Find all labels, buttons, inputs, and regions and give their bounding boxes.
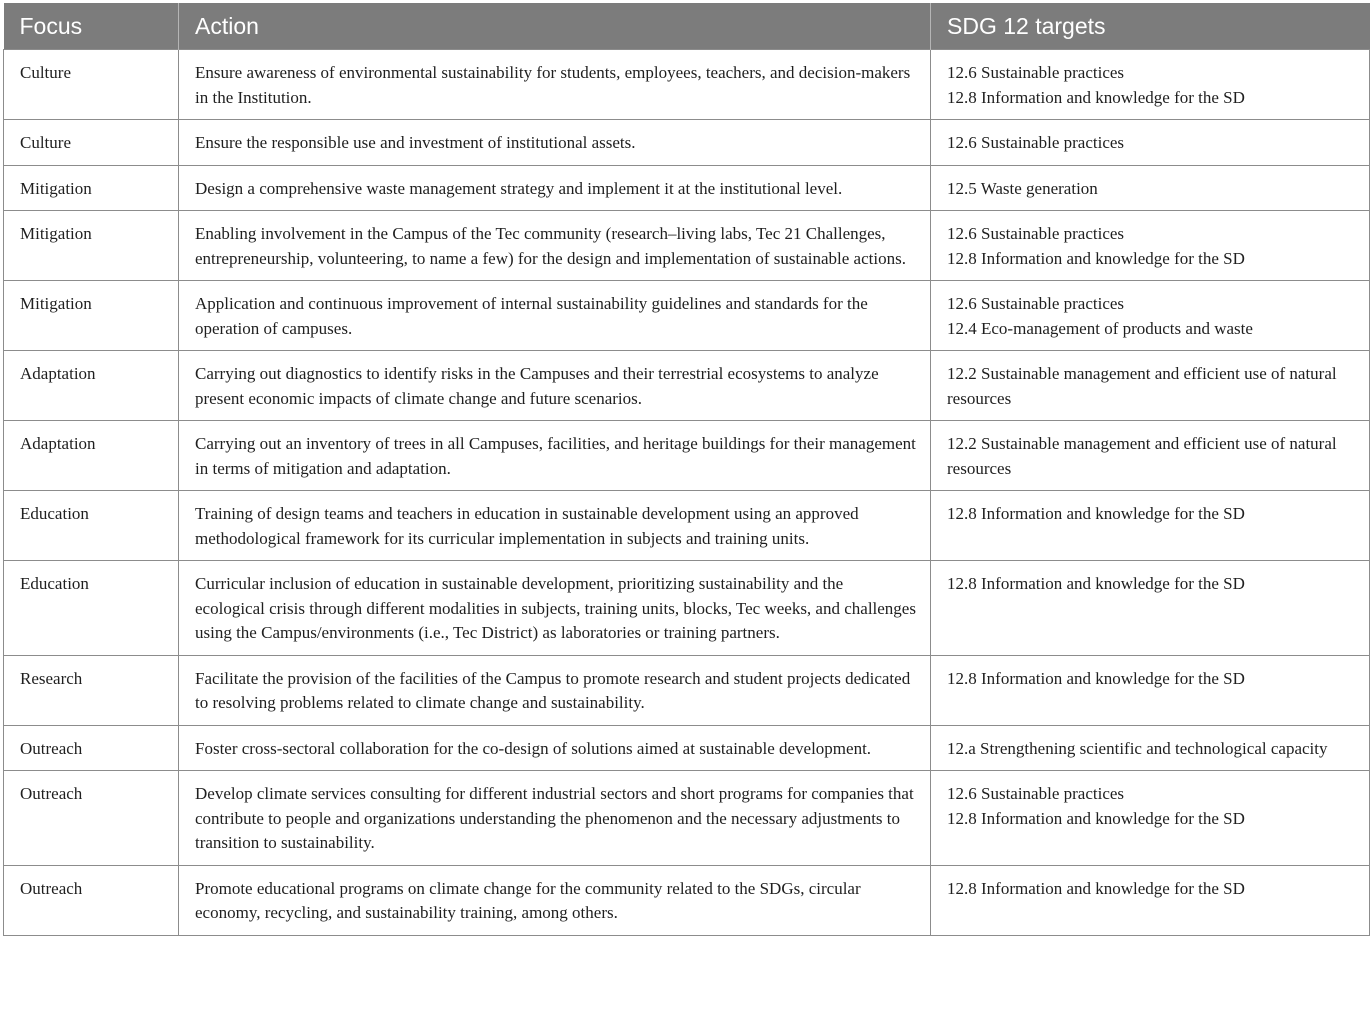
sdg-targets-cell — [931, 771, 1370, 866]
sdg-target: 12.6 Sustainable practices — [947, 224, 1125, 243]
table-row — [4, 491, 1370, 561]
sdg-targets-cell — [931, 50, 1370, 120]
action-cell: Enabling involvement in the Campus of the Tec community (research–living labs, Tec 21 Challenges, entrepreneurship, volunteering, to name a few) for the design and implementation of sustainable actions. — [179, 211, 931, 281]
sdg-target: 12.a Strengthening scientific and technological capacity — [947, 738, 1328, 758]
sdg-targets-cell — [931, 421, 1370, 491]
sdg-target: 12.8 Information and knowledge for the SD — [947, 878, 1245, 898]
sdg-targets-cell — [931, 655, 1370, 725]
focus-cell: Outreach — [4, 865, 179, 935]
action-cell: Promote educational programs on climate change for the community related to the SDGs, circular economy, recycling, and sustainability training, among others. — [179, 865, 931, 935]
header-focus: Focus — [4, 3, 179, 50]
sdg-target: 12.8 Information and knowledge for the SD — [947, 504, 1245, 523]
focus-cell: Outreach — [4, 725, 179, 771]
sdg-targets-cell — [931, 165, 1370, 211]
table-row — [4, 351, 1370, 421]
sdg-targets-cell — [931, 211, 1370, 281]
sdg-target: 12.8 Information and knowledge for the SD — [947, 668, 1245, 688]
focus-cell: Adaptation — [4, 351, 179, 421]
action-cell: Training of design teams and teachers in education in sustainable development using an approved methodological framework for its curricular implementation in subjects and training units. — [179, 491, 931, 561]
focus-cell: Education — [4, 561, 179, 656]
header-row — [4, 3, 1370, 50]
action-cell: Foster cross-sectoral collaboration for the co-design of solutions aimed at sustainable development. — [179, 725, 931, 771]
focus-cell: Culture — [4, 50, 179, 120]
header-action: Action — [179, 3, 931, 50]
sdg-target: 12.8 Information and knowledge for the SD — [947, 248, 1245, 268]
sdg-target: 12.2 Sustainable management and efficient use of natural resources — [947, 434, 1337, 478]
action-cell: Ensure awareness of environmental sustainability for students, employees, teachers, and decision-makers in the Institution. — [179, 50, 931, 120]
table-body — [4, 50, 1370, 936]
table-row — [4, 120, 1370, 166]
sdg-target: 12.8 Information and knowledge for the SD — [947, 87, 1245, 107]
table-row — [4, 211, 1370, 281]
focus-cell: Adaptation — [4, 421, 179, 491]
sdg-targets-cell — [931, 281, 1370, 351]
focus-cell: Outreach — [4, 771, 179, 866]
action-cell: Carrying out diagnostics to identify risks in the Campuses and their terrestrial ecosystems to analyze present economic impacts of climate change and future scenarios. — [179, 351, 931, 421]
sdg-targets-cell — [931, 491, 1370, 561]
table-header — [4, 3, 1370, 50]
table-row — [4, 561, 1370, 656]
sdg-targets-cell — [931, 725, 1370, 771]
focus-cell: Culture — [4, 120, 179, 166]
sdg-targets-cell — [931, 120, 1370, 166]
sdg-targets-cell — [931, 351, 1370, 421]
sdg-target: 12.8 Information and knowledge for the SD — [947, 808, 1245, 828]
action-cell: Ensure the responsible use and investment of institutional assets. — [179, 120, 931, 166]
sdg-targets-cell — [931, 865, 1370, 935]
table-row — [4, 165, 1370, 211]
sdg-target: 12.6 Sustainable practices — [947, 133, 1125, 152]
focus-cell: Research — [4, 655, 179, 725]
sdg-target: 12.5 Waste generation — [947, 178, 1098, 198]
sdg-target: 12.2 Sustainable management and efficient use of natural resources — [947, 364, 1337, 408]
table-row — [4, 655, 1370, 725]
sdg-target: 12.6 Sustainable practices — [947, 784, 1125, 803]
action-cell: Facilitate the provision of the facilities of the Campus to promote research and student projects dedicated to resolving problems related to climate change and sustainability. — [179, 655, 931, 725]
header-sdg-targets: SDG 12 targets — [931, 3, 1370, 50]
sdg-target: 12.6 Sustainable practices — [947, 63, 1125, 82]
action-cell: Curricular inclusion of education in sustainable development, prioritizing sustainability and the ecological crisis through different modalities in subjects, training units, blocks, Tec weeks, and challenges using the Campus/environments (i.e., Tec District) as laboratories or training partners. — [179, 561, 931, 656]
sdg-targets-cell — [931, 561, 1370, 656]
table-row — [4, 421, 1370, 491]
action-cell: Application and continuous improvement of internal sustainability guidelines and standards for the operation of campuses. — [179, 281, 931, 351]
focus-cell: Education — [4, 491, 179, 561]
table-row — [4, 865, 1370, 935]
sdg-actions-table — [3, 3, 1370, 936]
focus-cell: Mitigation — [4, 211, 179, 281]
table-row — [4, 281, 1370, 351]
focus-cell: Mitigation — [4, 165, 179, 211]
sdg-target: 12.6 Sustainable practices — [947, 294, 1125, 313]
action-cell: Design a comprehensive waste management strategy and implement it at the institutional level. — [179, 165, 931, 211]
sdg-target: 12.8 Information and knowledge for the SD — [947, 574, 1245, 593]
action-cell: Carrying out an inventory of trees in all Campuses, facilities, and heritage buildings for their management in terms of mitigation and adaptation. — [179, 421, 931, 491]
action-cell: Develop climate services consulting for different industrial sectors and short programs for companies that contribute to people and organizations understanding the phenomenon and the necessary adjustments to transition to sustainability. — [179, 771, 931, 866]
sdg-target: 12.4 Eco-management of products and waste — [947, 318, 1253, 338]
table-row — [4, 50, 1370, 120]
table-row — [4, 771, 1370, 866]
focus-cell: Mitigation — [4, 281, 179, 351]
table-row — [4, 725, 1370, 771]
